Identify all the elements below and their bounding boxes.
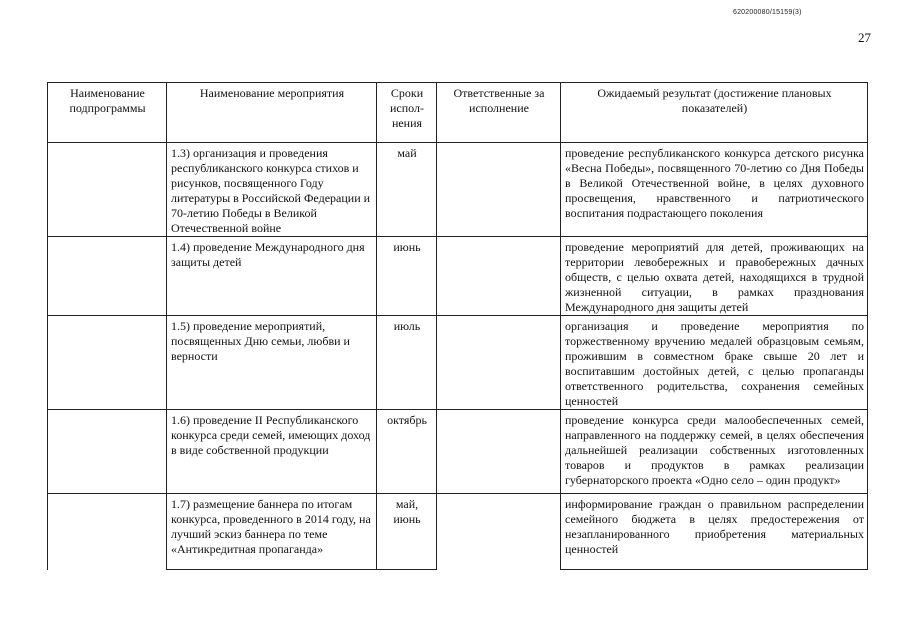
table-row	[48, 237, 868, 316]
responsible-cell	[437, 237, 561, 316]
subprogram-cell	[48, 316, 167, 410]
table-row	[48, 316, 868, 410]
column-header-event: Наименование мероприятия	[167, 83, 377, 143]
table-row	[48, 410, 868, 494]
activity-plan-table	[47, 82, 868, 570]
subprogram-cell	[48, 237, 167, 316]
subprogram-cell	[48, 494, 167, 570]
table-header	[48, 83, 868, 143]
responsible-cell	[437, 316, 561, 410]
document-id: 620200080/15159(3)	[733, 9, 802, 16]
term-cell: май	[377, 143, 437, 237]
table-row	[48, 494, 868, 570]
result-cell: информирование граждан о правильном распределении семейного бюджета в целях предостережения от незапланированного приобретения материальных ценностей	[561, 494, 868, 570]
responsible-cell	[437, 143, 561, 237]
term-cell: июль	[377, 316, 437, 410]
responsible-cell	[437, 410, 561, 494]
event-cell: 1.7) размещение баннера по итогам конкурса, проведенного в 2014 году, на лучший эскиз баннера по теме «Антикредитная пропаганда»	[167, 494, 377, 570]
event-cell: 1.4) проведение Международного дня защиты детей	[167, 237, 377, 316]
page-number: 27	[858, 30, 871, 45]
subprogram-cell	[48, 143, 167, 237]
term-cell: май, июнь	[377, 494, 437, 570]
event-cell: 1.5) проведение мероприятий, посвященных Дню семьи, любви и верности	[167, 316, 377, 410]
result-cell: проведение мероприятий для детей, проживающих на территории левобережных и правобережных дачных обществ, с целью охвата детей, находящихся в трудной жизненной ситуации, в рамках празднования Международного дня защиты детей	[561, 237, 868, 316]
table-row	[48, 143, 868, 237]
result-cell: организация и проведение мероприятия по торжественному вручению медалей образцовым семьям, прожившим в совместном браке свыше 20 лет и воспитавшим достойных детей, с целью пропаганды ответственного родительства, сохранения семейных ценностей	[561, 316, 868, 410]
event-cell: 1.3) организация и проведения республиканского конкурса стихов и рисунков, посвященного Году литературы в Российской Федерации и 70-летию Победы в Великой Отечественной войне	[167, 143, 377, 237]
column-header-result: Ожидаемый результат (достижение плановых показателей)	[561, 83, 868, 143]
responsible-cell	[437, 494, 561, 570]
column-header-term: Сроки испол-нения	[377, 83, 437, 143]
column-header-subprogram: Наименование подпрограммы	[48, 83, 167, 143]
result-cell: проведение конкурса среди малообеспеченных семей, направленного на поддержку семей, в целях обеспечения дальнейшей реализации собственных изготовленных товаров и продуктов в рамках реализации губернаторского проекта «Одно село – один продукт»	[561, 410, 868, 494]
term-cell: октябрь	[377, 410, 437, 494]
term-cell: июнь	[377, 237, 437, 316]
result-cell: проведение республиканского конкурса детского рисунка «Весна Победы», посвященного 70-летию со Дня Победы в Великой Отечественной войне, в целях духовного просвещения, нравственного и патриотического воспитания подрастающего поколения	[561, 143, 868, 237]
subprogram-cell	[48, 410, 167, 494]
event-cell: 1.6) проведение II Республиканского конкурса среди семей, имеющих доход в виде собственной продукции	[167, 410, 377, 494]
column-header-responsible: Ответственные за исполнение	[437, 83, 561, 143]
